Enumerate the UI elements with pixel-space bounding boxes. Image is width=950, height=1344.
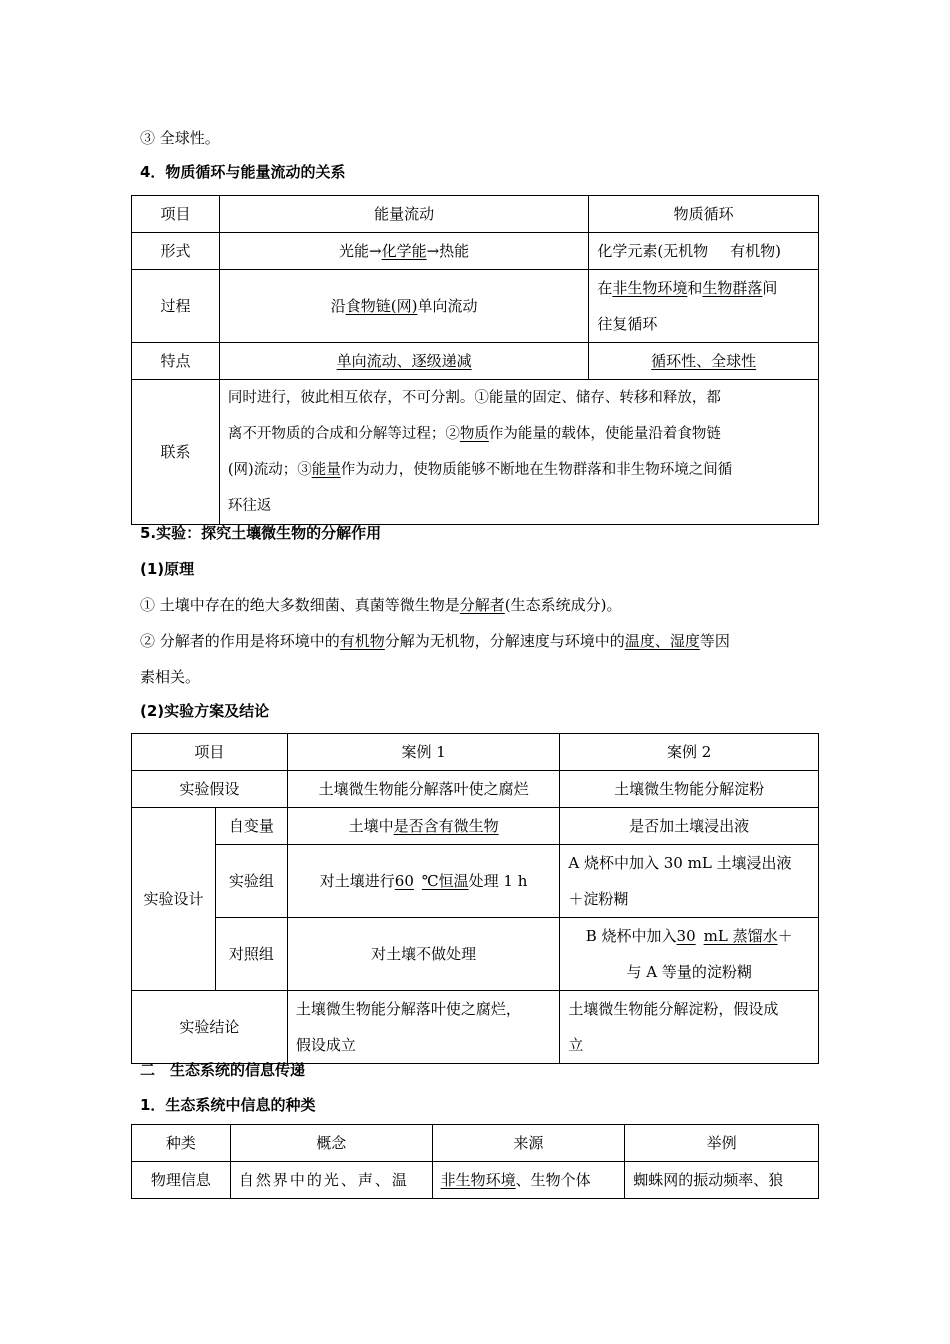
section5-title: 5.实验：探究土壤微生物的分解作用	[140, 524, 382, 542]
principle-2: ② 分解者的作用是将环境中的有机物分解为无机物，分解速度与环境中的温度、湿度等因	[140, 632, 730, 650]
cell: 对土壤不做处理	[287, 918, 560, 991]
section-two-title: 二 生态系统的信息传递	[140, 1061, 306, 1079]
row-label: 过程	[132, 270, 220, 343]
table-row	[132, 1125, 819, 1162]
cell: 循环性、全球性	[589, 343, 819, 380]
row-label: 实验假设	[132, 771, 288, 808]
header-cell: 物质循环	[589, 196, 819, 233]
cell: 土壤微生物能分解落叶使之腐烂， 假设成立	[287, 991, 560, 1064]
info-types-table	[131, 1124, 819, 1199]
cell: 自然界中的光、声、温	[230, 1162, 432, 1199]
experiment-table	[131, 733, 819, 1064]
header-cell: 项目	[132, 196, 220, 233]
row-label: 实验结论	[132, 991, 288, 1064]
cell: 土壤微生物能分解落叶使之腐烂	[287, 771, 560, 808]
table-row	[132, 233, 819, 270]
sub-label: 实验组	[215, 845, 287, 918]
cell: 非生物环境、生物个体	[432, 1162, 625, 1199]
cell: B 烧杯中加入30 mL 蒸馏水＋ 与 A 等量的淀粉糊	[560, 918, 819, 991]
row-label: 形式	[132, 233, 220, 270]
row-label: 联系	[132, 380, 220, 525]
header-cell: 种类	[132, 1125, 231, 1162]
table-row	[132, 991, 819, 1064]
info-types-title: 1．生态系统中信息的种类	[140, 1096, 316, 1114]
table-row	[132, 270, 819, 343]
cell: 光能→化学能→热能	[219, 233, 588, 270]
table-row	[132, 808, 819, 845]
principle-1: ① 土壤中存在的绝大多数细菌、真菌等微生物是分解者(生态系统成分)。	[140, 596, 622, 614]
cell: A 烧杯中加入 30 mL 土壤浸出液 ＋淀粉糊	[560, 845, 819, 918]
cell: 沿食物链(网)单向流动	[219, 270, 588, 343]
table-row	[132, 196, 819, 233]
header-cell: 案例 1	[287, 734, 560, 771]
table-row	[132, 771, 819, 808]
sub-label: 自变量	[215, 808, 287, 845]
row-label: 实验设计	[132, 808, 216, 991]
table-row	[132, 380, 819, 525]
cell: 单向流动、逐级递减	[219, 343, 588, 380]
table-row	[132, 1162, 819, 1199]
table-row	[132, 918, 819, 991]
plan-title: (2)实验方案及结论	[140, 702, 270, 720]
cell: 蜘蛛网的振动频率、狼	[625, 1162, 819, 1199]
cell: 是否加土壤浸出液	[560, 808, 819, 845]
header-cell: 案例 2	[560, 734, 819, 771]
table-row	[132, 343, 819, 380]
cell: 在非生物环境和生物群落间 往复循环	[589, 270, 819, 343]
header-cell: 能量流动	[219, 196, 588, 233]
row-label: 特点	[132, 343, 220, 380]
header-cell: 概念	[230, 1125, 432, 1162]
principle-title: (1)原理	[140, 560, 195, 578]
cell: 对土壤进行60 ℃恒温处理 1 h	[287, 845, 560, 918]
principle-2-cont: 素相关。	[140, 668, 201, 686]
header-cell: 举例	[625, 1125, 819, 1162]
cell: 土壤中是否含有微生物	[287, 808, 560, 845]
intro-line: ③ 全球性。	[140, 129, 220, 147]
energy-matter-table	[131, 195, 819, 525]
header-cell: 项目	[132, 734, 288, 771]
table-row	[132, 734, 819, 771]
cell: 土壤微生物能分解淀粉，假设成 立	[560, 991, 819, 1064]
section4-title: 4．物质循环与能量流动的关系	[140, 163, 346, 181]
cell: 化学元素(无机物 有机物)	[589, 233, 819, 270]
header-cell: 来源	[432, 1125, 625, 1162]
table-row	[132, 845, 819, 918]
cell: 同时进行，彼此相互依存，不可分割。①能量的固定、储存、转移和释放，都 离不开物质的合成和分解等过程；②物质作为能量的载体，使能量沿着食物链 (网)流动；③能量作为动力，使物质能够不断地在生物群落和非生物环境之间循 环往返	[219, 380, 818, 525]
cell: 土壤微生物能分解淀粉	[560, 771, 819, 808]
sub-label: 对照组	[215, 918, 287, 991]
row-label: 物理信息	[132, 1162, 231, 1199]
